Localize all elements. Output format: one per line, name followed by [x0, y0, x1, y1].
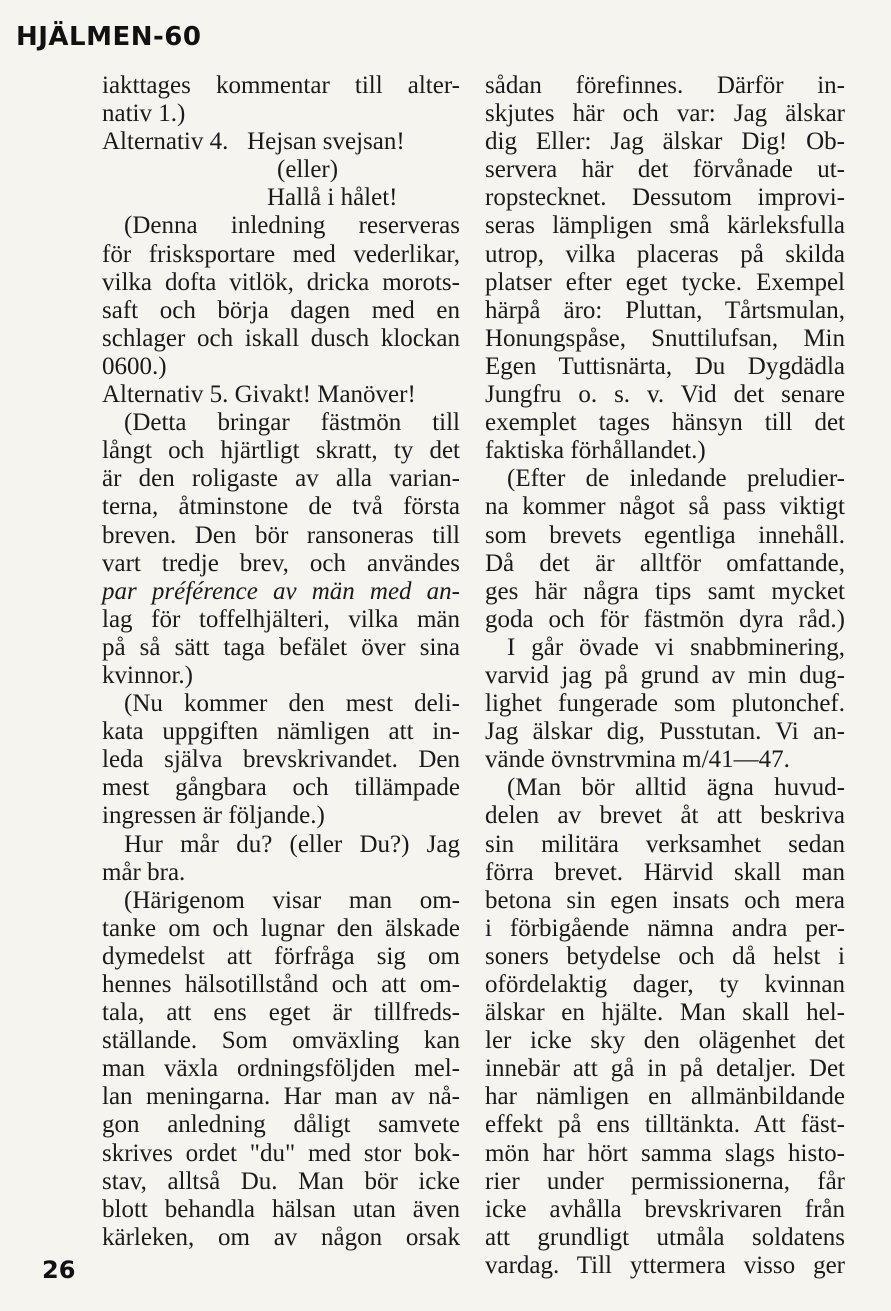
- text-line: sin militära verksamhet sedan: [485, 830, 845, 858]
- text-line: har nämligen en allmänbildande: [485, 1083, 845, 1111]
- text-line: ler icke sky den olägenhet det: [485, 1027, 845, 1055]
- text-line: dymedelst att förfråga sig om: [102, 942, 460, 970]
- text-line: skjutes här och var: Jag älskar: [485, 100, 845, 128]
- text-line: saft och börja dagen med en: [102, 296, 460, 324]
- text-line: ropstecknet. Dessutom improvi-: [485, 184, 845, 212]
- text-line: lag för toffelhjälteri, vilka män: [102, 605, 460, 633]
- text-line: utrop, vilka placeras på skilda: [485, 240, 845, 268]
- text-line: stav, alltså Du. Man bör icke: [102, 1167, 460, 1195]
- text-line: leda själva brevskrivandet. Den: [102, 746, 460, 774]
- text-line: mår bra.: [102, 858, 186, 886]
- text-line: (Man bör alltid ägna huvud-: [507, 774, 845, 802]
- text-line: långt och hjärtligt skratt, ty det: [102, 437, 460, 465]
- text-line: vardag. Till yttermera visso ger: [485, 1251, 845, 1279]
- text-line: mest gångbara och tillämpade: [102, 774, 460, 802]
- text-line: tanke om och lugnar den älskade: [102, 914, 460, 942]
- text-line: Då det är alltför omfattande,: [485, 549, 845, 577]
- text-line: seras lämpligen små kärleksfulla: [485, 212, 845, 240]
- text-line: effekt på ens tilltänkta. Att fäst-: [485, 1111, 845, 1139]
- text-line: nativ 1.): [102, 100, 186, 128]
- text-line: härpå äro: Pluttan, Tårtsmulan,: [485, 296, 845, 324]
- text-line: blott behandla hälsan utan även: [102, 1195, 460, 1223]
- text-line: på så sätt taga befälet över sina: [102, 633, 460, 661]
- text-line: man växla ordningsföljden mel-: [102, 1055, 460, 1083]
- running-header: HJÄLMEN-60: [16, 22, 202, 52]
- text-line: Alternativ 4. Hejsan svejsan!: [102, 128, 405, 156]
- text-line: exemplet tages hänsyn till det: [485, 409, 845, 437]
- text-line: (Denna inledning reserveras: [124, 212, 460, 240]
- text-line: vart tredje brev, och användes: [102, 549, 460, 577]
- text-line: att grundligt utmåla soldatens: [485, 1223, 845, 1251]
- text-line: kvinnor.): [102, 661, 193, 689]
- text-line: varvid jag på grund av min dug-: [485, 661, 845, 689]
- right-text-column: [485, 72, 845, 1280]
- text-line: par préférence av män med an-: [102, 577, 460, 605]
- text-line: icke avhålla brevskrivaren från: [485, 1195, 845, 1223]
- left-text-column: [102, 72, 460, 1252]
- text-line: mön har hört samma slags histo-: [485, 1139, 845, 1167]
- text-line: ofördelaktig dager, ty kvinnan: [485, 971, 845, 998]
- text-line: hennes hälsotillstånd och att om-: [102, 971, 460, 998]
- text-line: skrives ordet "du" med stor bok-: [102, 1139, 460, 1167]
- text-line: 0600.): [102, 352, 167, 380]
- page-number: 26: [42, 1256, 76, 1284]
- text-line: (eller): [277, 156, 339, 184]
- text-line: (Nu kommer den mest deli-: [124, 690, 460, 718]
- text-line: gon anledning dåligt samvete: [102, 1111, 460, 1139]
- text-line: lan meningarna. Har man av nå-: [102, 1083, 460, 1111]
- text-line: förra brevet. Härvid skall man: [485, 858, 845, 886]
- text-line: (Detta bringar fästmön till: [124, 409, 460, 437]
- text-line: faktiska förhållandet.): [485, 437, 706, 465]
- text-line: na kommer något så pass viktigt: [485, 493, 845, 521]
- text-line: betona sin egen insats och mera: [485, 886, 845, 914]
- text-line: platser efter eget tycke. Exempel: [485, 268, 845, 296]
- text-line: (Efter de inledande preludier-: [507, 465, 845, 493]
- text-line: ges här några tips samt mycket: [485, 577, 845, 605]
- text-line: Jag älskar dig, Pusstutan. Vi an-: [485, 718, 845, 746]
- text-line: innebär att gå in på detaljer. Det: [485, 1055, 845, 1083]
- text-line: servera här det förvånade ut-: [485, 156, 845, 184]
- text-line: älskar en hjälte. Man skall hel-: [485, 999, 845, 1027]
- text-line: delen av brevet åt att beskriva: [485, 802, 845, 830]
- text-line: Alternativ 5. Givakt! Manöver!: [102, 381, 416, 409]
- text-line: tala, att ens eget är tillfreds-: [102, 999, 460, 1027]
- text-line: för frisksportare med vederlikar,: [102, 240, 460, 268]
- text-line: breven. Den bör ransoneras till: [102, 521, 460, 549]
- text-line: iakttages kommentar till alter-: [102, 72, 460, 99]
- text-line: rier under permissionerna, får: [485, 1167, 845, 1195]
- text-line: I går övade vi snabbminering,: [507, 633, 845, 661]
- text-line: vilka dofta vitlök, dricka morots-: [102, 268, 460, 296]
- text-line: vände övnstrvmina m/41—47.: [485, 746, 790, 774]
- text-line: kärleken, om av någon orsak: [102, 1223, 460, 1251]
- text-line: Hallå i hålet!: [267, 184, 398, 212]
- text-line: kata uppgiften nämligen att in-: [102, 718, 460, 746]
- text-line: ställande. Som omväxling kan: [102, 1027, 460, 1055]
- text-line: terna, åtminstone de två första: [102, 493, 460, 521]
- text-line: schlager och iskall dusch klockan: [102, 324, 460, 352]
- text-line: Hur mår du? (eller Du?) Jag: [124, 830, 460, 858]
- text-line: goda och för fästmön dyra råd.): [485, 605, 845, 633]
- text-line: Jungfru o. s. v. Vid det senare: [485, 381, 845, 409]
- text-line: lighet fungerade som plutonchef.: [485, 690, 845, 718]
- text-line: sådan förefinnes. Därför in-: [485, 72, 845, 99]
- text-line: Egen Tuttisnärta, Du Dygdädla: [485, 352, 845, 380]
- text-line: ingressen är följande.): [102, 802, 325, 830]
- text-line: Honungspåse, Snuttilufsan, Min: [485, 324, 845, 352]
- text-line: är den roligaste av alla varian-: [102, 465, 460, 493]
- text-line: i förbigående nämna andra per-: [485, 914, 845, 942]
- text-line: dig Eller: Jag älskar Dig! Ob-: [485, 128, 845, 156]
- text-line: soners betydelse och då helst i: [485, 942, 845, 970]
- text-line: som brevets egentliga innehåll.: [485, 521, 845, 549]
- text-line: (Härigenom visar man om-: [124, 886, 460, 914]
